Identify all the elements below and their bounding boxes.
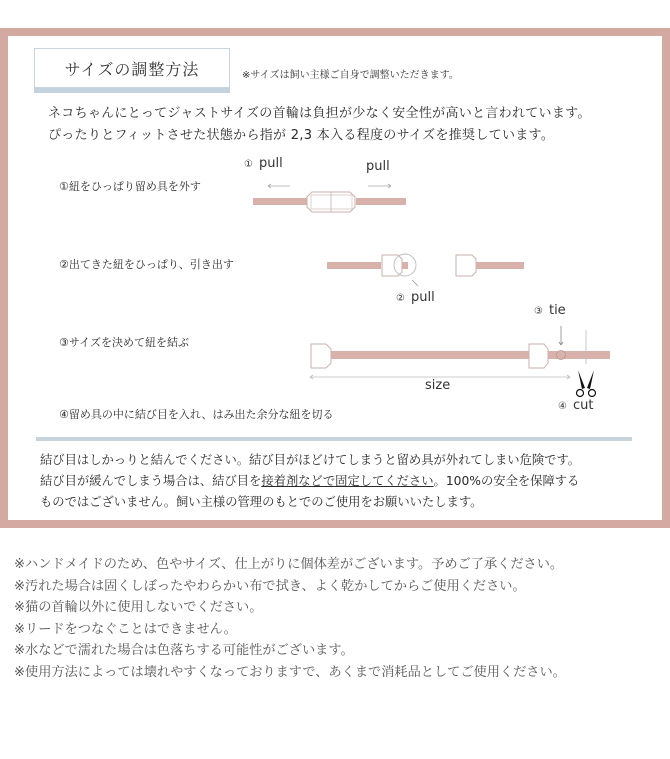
title-note: ※サイズは飼い主様ご自身で調整いただきます。 (242, 70, 459, 81)
step-1-text: ①紐をひっぱり留め具を外す (59, 180, 201, 193)
warning-line-2: 結び目が緩んでしまう場合は、結び目を接着剤などで固定してください。100%の安全を保障する (40, 474, 580, 488)
step-2-text: ②出てきた紐をひっぱり、引き出す (59, 258, 234, 271)
step1-pull-left-label: ① pull (244, 156, 283, 171)
step1-diagram (253, 184, 406, 212)
step-4-text: ④留め具の中に結び目を入れ、はみ出た余分な紐を切る (59, 408, 334, 421)
note-item: ※使用方法によっては壊れやすくなっておりますで、あくまで消耗品としてご使用ください。 (14, 664, 566, 680)
step3-diagram (310, 326, 610, 379)
scissors-icon (577, 370, 596, 397)
step1-pull-right-label: pull (366, 159, 390, 174)
intro-line-2: ぴったりとフィットさせた状態から指が 2,3 本入る程度のサイズを推奨しています。 (48, 128, 555, 143)
size-label: size (425, 378, 451, 393)
step4-cut-label: ④ cut (558, 398, 594, 413)
step3-tie-label: ③ tie (534, 303, 566, 318)
step-3-text: ③サイズを決めて紐を結ぶ (59, 336, 189, 349)
warning-line-3: ものではございません。飼い主様の管理のもとでのご使用をお願いいたします。 (40, 495, 483, 509)
notes-list (14, 554, 566, 684)
warning-text (40, 450, 580, 513)
note-item: ※猫の首輪以外に使用しないでください。 (14, 600, 263, 616)
section-title: サイズの調整方法 (34, 48, 230, 88)
step2-diagram (327, 254, 524, 286)
note-item: ※ハンドメイドのため、色やサイズ、仕上がりに個体差がございます。予めご了承ください。 (14, 557, 564, 572)
divider-rule (36, 437, 632, 441)
note-item: ※リードをつなぐことはできません。 (14, 621, 237, 637)
warning-line-1: 結び目はしかっりと結んでください。結び目がほどけてしまうと留め具が外れてしまい危険です。 (40, 453, 581, 467)
step2-pull-label: ② pull (396, 290, 435, 305)
warning-underlined: 接着剤などで固定してください (261, 474, 434, 488)
note-item: ※汚れた場合は固くしぼったやわらかい布で拭き、よく乾かしてからご使用ください。 (14, 578, 526, 594)
intro-line-1: ネコちゃんにとってジャストサイズの首輪は負担が少なく安全性が高いと言われています。 (48, 106, 591, 121)
note-item: ※水などで濡れた場合は色落ちする可能性がございます。 (14, 643, 354, 659)
